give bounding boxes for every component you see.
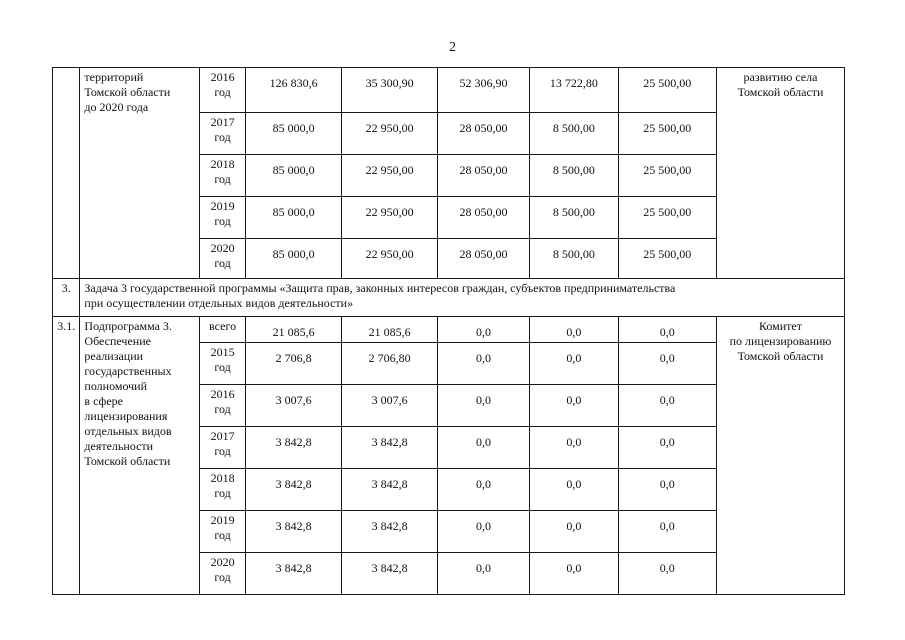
year-unit: год [214, 360, 231, 374]
total-cell: 3 842,8 [245, 553, 341, 595]
federal-cell: 3 007,6 [342, 385, 437, 427]
task-title-line: Задача 3 государственной программы «Защита прав, законных интересов граждан, субъектов предпринимательства [84, 281, 676, 295]
task-row [53, 279, 845, 317]
regional-cell: 28 050,00 [437, 155, 529, 197]
page-number: 2 [449, 40, 456, 55]
year-unit: год [214, 570, 231, 584]
other-cell: 25 500,00 [618, 113, 716, 155]
total-cell: 3 842,8 [245, 511, 341, 553]
program-name-line: полномочий [84, 379, 148, 393]
year-unit: год [214, 256, 231, 270]
federal-cell: 3 842,8 [342, 469, 437, 511]
year-unit: год [214, 85, 231, 99]
regional-cell: 0,0 [437, 553, 529, 595]
total-cell: 85 000,0 [245, 239, 341, 279]
federal-cell: 3 842,8 [342, 427, 437, 469]
total-cell: 21 085,6 [245, 317, 341, 343]
program-name-line: отдельных видов [84, 424, 172, 438]
year-unit: год [214, 444, 231, 458]
regional-cell: 0,0 [437, 343, 529, 385]
local-cell: 8 500,00 [530, 113, 618, 155]
program-name [80, 317, 200, 595]
program-name-line: Подпрограмма 3. [84, 319, 172, 333]
executor-line: Томской области [737, 85, 824, 99]
other-cell: 0,0 [618, 511, 716, 553]
year-cell [200, 553, 246, 595]
federal-cell: 3 842,8 [342, 511, 437, 553]
total-cell: 2 706,8 [245, 343, 341, 385]
local-cell: 13 722,80 [530, 68, 618, 113]
regional-cell: 0,0 [437, 317, 529, 343]
program-name-line: Томской области [84, 454, 171, 468]
year-value: 2016 [210, 387, 235, 401]
task-number: 3. [53, 279, 80, 317]
other-cell: 0,0 [618, 317, 716, 343]
year-unit: год [214, 486, 231, 500]
executor-line: Комитет [758, 319, 802, 333]
program-name-line: деятельности [84, 439, 154, 453]
year-value: всего [209, 319, 237, 333]
program-name-line: в сфере [84, 394, 123, 408]
executor [717, 68, 845, 279]
year-unit: год [214, 402, 231, 416]
regional-cell: 28 050,00 [437, 239, 529, 279]
year-cell [200, 511, 246, 553]
row-number: 3.1. [53, 317, 80, 595]
executor-line: развитию села [743, 70, 818, 84]
local-cell: 8 500,00 [530, 155, 618, 197]
local-cell: 0,0 [530, 385, 618, 427]
regional-cell: 52 306,90 [437, 68, 529, 113]
year-value: 2017 [210, 115, 235, 129]
regional-cell: 28 050,00 [437, 113, 529, 155]
year-value: 2020 [210, 241, 235, 255]
year-value: 2018 [210, 471, 235, 485]
year-cell [200, 427, 246, 469]
budget-table [52, 67, 845, 595]
federal-cell: 22 950,00 [342, 197, 437, 239]
program-name-line: до 2020 года [84, 100, 149, 114]
program-name-line: государственных [84, 364, 172, 378]
year-value: 2019 [210, 513, 235, 527]
total-cell: 85 000,0 [245, 155, 341, 197]
year-value: 2015 [210, 345, 235, 359]
local-cell: 0,0 [530, 511, 618, 553]
total-cell: 85 000,0 [245, 197, 341, 239]
federal-cell: 22 950,00 [342, 239, 437, 279]
federal-cell: 3 842,8 [342, 553, 437, 595]
year-cell [200, 155, 246, 197]
local-cell: 0,0 [530, 317, 618, 343]
federal-cell: 21 085,6 [342, 317, 437, 343]
federal-cell: 22 950,00 [342, 113, 437, 155]
row-number [53, 68, 80, 279]
regional-cell: 0,0 [437, 385, 529, 427]
total-cell: 126 830,6 [245, 68, 341, 113]
program-name-line: Обеспечение [84, 334, 151, 348]
other-cell: 25 500,00 [618, 239, 716, 279]
regional-cell: 28 050,00 [437, 197, 529, 239]
program-name-line: реализации [84, 349, 144, 363]
other-cell: 0,0 [618, 427, 716, 469]
year-cell [200, 385, 246, 427]
other-cell: 0,0 [618, 469, 716, 511]
local-cell: 8 500,00 [530, 239, 618, 279]
total-cell: 3 007,6 [245, 385, 341, 427]
regional-cell: 0,0 [437, 469, 529, 511]
year-cell [200, 239, 246, 279]
local-cell: 0,0 [530, 427, 618, 469]
other-cell: 0,0 [618, 553, 716, 595]
local-cell: 0,0 [530, 469, 618, 511]
year-cell [200, 68, 246, 113]
executor-line: Томской области [737, 349, 824, 363]
year-unit: год [214, 130, 231, 144]
task-title-line: при осуществлении отдельных видов деятельности» [84, 296, 354, 310]
year-value: 2020 [210, 555, 235, 569]
program-name [80, 68, 200, 279]
other-cell: 0,0 [618, 385, 716, 427]
other-cell: 25 500,00 [618, 197, 716, 239]
year-cell [200, 317, 246, 343]
regional-cell: 0,0 [437, 427, 529, 469]
federal-cell: 22 950,00 [342, 155, 437, 197]
year-cell [200, 469, 246, 511]
program-name-line: территорий [84, 70, 144, 84]
total-cell: 3 842,8 [245, 427, 341, 469]
executor [717, 317, 845, 595]
year-cell [200, 197, 246, 239]
other-cell: 25 500,00 [618, 68, 716, 113]
year-cell [200, 113, 246, 155]
task-title [80, 279, 845, 317]
program-name-line: Томской области [84, 85, 171, 99]
table-body [53, 68, 845, 595]
year-value: 2016 [210, 70, 235, 84]
table-row [53, 317, 845, 343]
local-cell: 0,0 [530, 553, 618, 595]
local-cell: 8 500,00 [530, 197, 618, 239]
year-unit: год [214, 214, 231, 228]
year-value: 2019 [210, 199, 235, 213]
regional-cell: 0,0 [437, 511, 529, 553]
total-cell: 3 842,8 [245, 469, 341, 511]
total-cell: 85 000,0 [245, 113, 341, 155]
federal-cell: 35 300,90 [342, 68, 437, 113]
federal-cell: 2 706,80 [342, 343, 437, 385]
other-cell: 0,0 [618, 343, 716, 385]
program-name-line: лицензирования [84, 409, 168, 423]
year-unit: год [214, 172, 231, 186]
year-value: 2018 [210, 157, 235, 171]
year-cell [200, 343, 246, 385]
year-unit: год [214, 528, 231, 542]
executor-line: по лицензированию [729, 334, 832, 348]
year-value: 2017 [210, 429, 235, 443]
table-row [53, 68, 845, 113]
other-cell: 25 500,00 [618, 155, 716, 197]
local-cell: 0,0 [530, 343, 618, 385]
